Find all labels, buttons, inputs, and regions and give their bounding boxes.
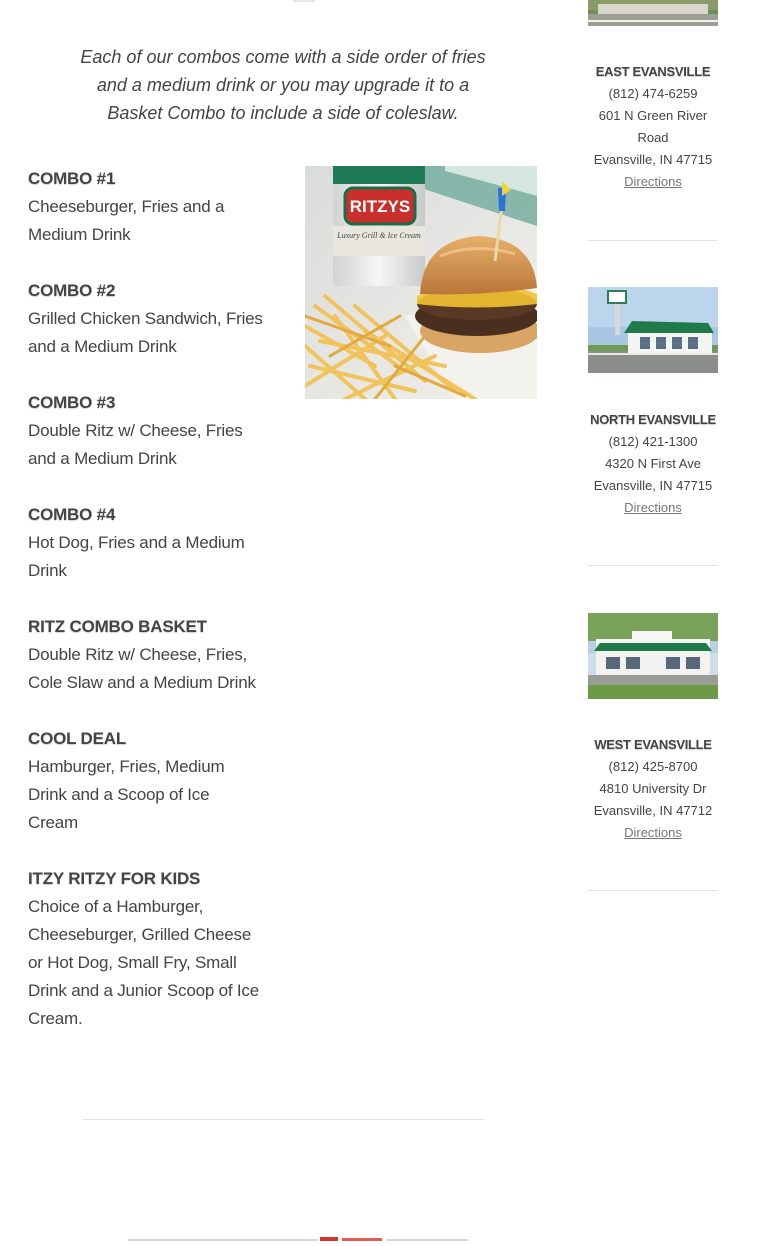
location-west xyxy=(578,734,728,844)
combo-title: RITZ COMBO BASKET xyxy=(28,617,207,636)
cup-logo xyxy=(345,188,415,224)
combo-item xyxy=(28,389,263,473)
combo-title: COMBO #4 xyxy=(28,505,116,524)
combo-description: Cheeseburger, Fries and a Medium Drink xyxy=(28,197,225,244)
location-street: 4810 University Dr xyxy=(599,781,707,796)
directions-link[interactable]: Directions xyxy=(624,500,682,515)
combo-intro-text: Each of our combos come with a side order of fries and a medium drink or you may upgrade it to a Basket Combo to include a side of coleslaw. xyxy=(80,47,486,123)
combo-item xyxy=(28,613,263,697)
combo-description: Hot Dog, Fries and a Medium Drink xyxy=(28,533,245,580)
location-city: Evansville, IN 47715 xyxy=(593,478,713,493)
combo-title: COMBO #2 xyxy=(28,281,116,300)
location-city: Evansville, IN 47712 xyxy=(593,803,713,818)
combo-item xyxy=(28,165,263,249)
location-city: Evansville, IN 47715 xyxy=(593,152,713,167)
combo-description: Grilled Chicken Sandwich, Fries and a Medium Drink xyxy=(28,309,263,356)
location-divider xyxy=(588,240,718,241)
location-name: EAST EVANSVILLE xyxy=(595,64,711,79)
directions-link[interactable]: Directions xyxy=(624,825,682,840)
combo-list xyxy=(28,165,263,1061)
combo-title: COMBO #1 xyxy=(28,169,116,188)
svg-text:Luxury Grill & Ice Cream: Luxury Grill & Ice Cream xyxy=(337,231,421,240)
section-divider xyxy=(82,1119,484,1120)
location-phone[interactable]: (812) 425-8700 xyxy=(608,759,698,774)
combo-title: ITZY RITZY FOR KIDS xyxy=(28,869,201,888)
combo-description: Double Ritz w/ Cheese, Fries, Cole Slaw and a Medium Drink xyxy=(28,645,256,692)
combo-item xyxy=(28,501,263,585)
location-phone[interactable]: (812) 421-1300 xyxy=(608,434,698,449)
location-street: 601 N Green River Road xyxy=(598,108,708,145)
combo-description: Choice of a Hamburger, Cheeseburger, Grilled Cheese or Hot Dog, Small Fry, Small Drink and a Junior Scoop of Ice Cream. xyxy=(28,897,259,1028)
combo-food-photo xyxy=(305,166,537,399)
combo-item xyxy=(28,725,263,837)
footer-logo-fragment xyxy=(128,1228,468,1234)
location-photo-east xyxy=(588,0,718,26)
location-photo-west xyxy=(588,613,718,699)
combo-title: COOL DEAL xyxy=(28,729,127,748)
top-decoration xyxy=(293,0,315,2)
location-divider xyxy=(588,565,718,566)
location-name: WEST EVANSVILLE xyxy=(594,737,712,752)
location-north xyxy=(578,409,728,519)
location-divider xyxy=(588,890,718,891)
location-name: NORTH EVANSVILLE xyxy=(590,412,716,427)
location-street: 4320 N First Ave xyxy=(605,456,701,471)
combo-description: Hamburger, Fries, Medium Drink and a Scoop of Ice Cream xyxy=(28,757,225,832)
directions-link[interactable]: Directions xyxy=(624,174,682,189)
location-phone[interactable]: (812) 474-6259 xyxy=(608,86,698,101)
location-east xyxy=(578,61,728,193)
combo-item xyxy=(28,277,263,361)
svg-text:RITZYS: RITZYS xyxy=(349,197,411,216)
combo-title: COMBO #3 xyxy=(28,393,116,412)
location-photo-north xyxy=(588,287,718,373)
combo-item xyxy=(28,865,263,1033)
combo-description: Double Ritz w/ Cheese, Fries and a Medium Drink xyxy=(28,421,243,468)
